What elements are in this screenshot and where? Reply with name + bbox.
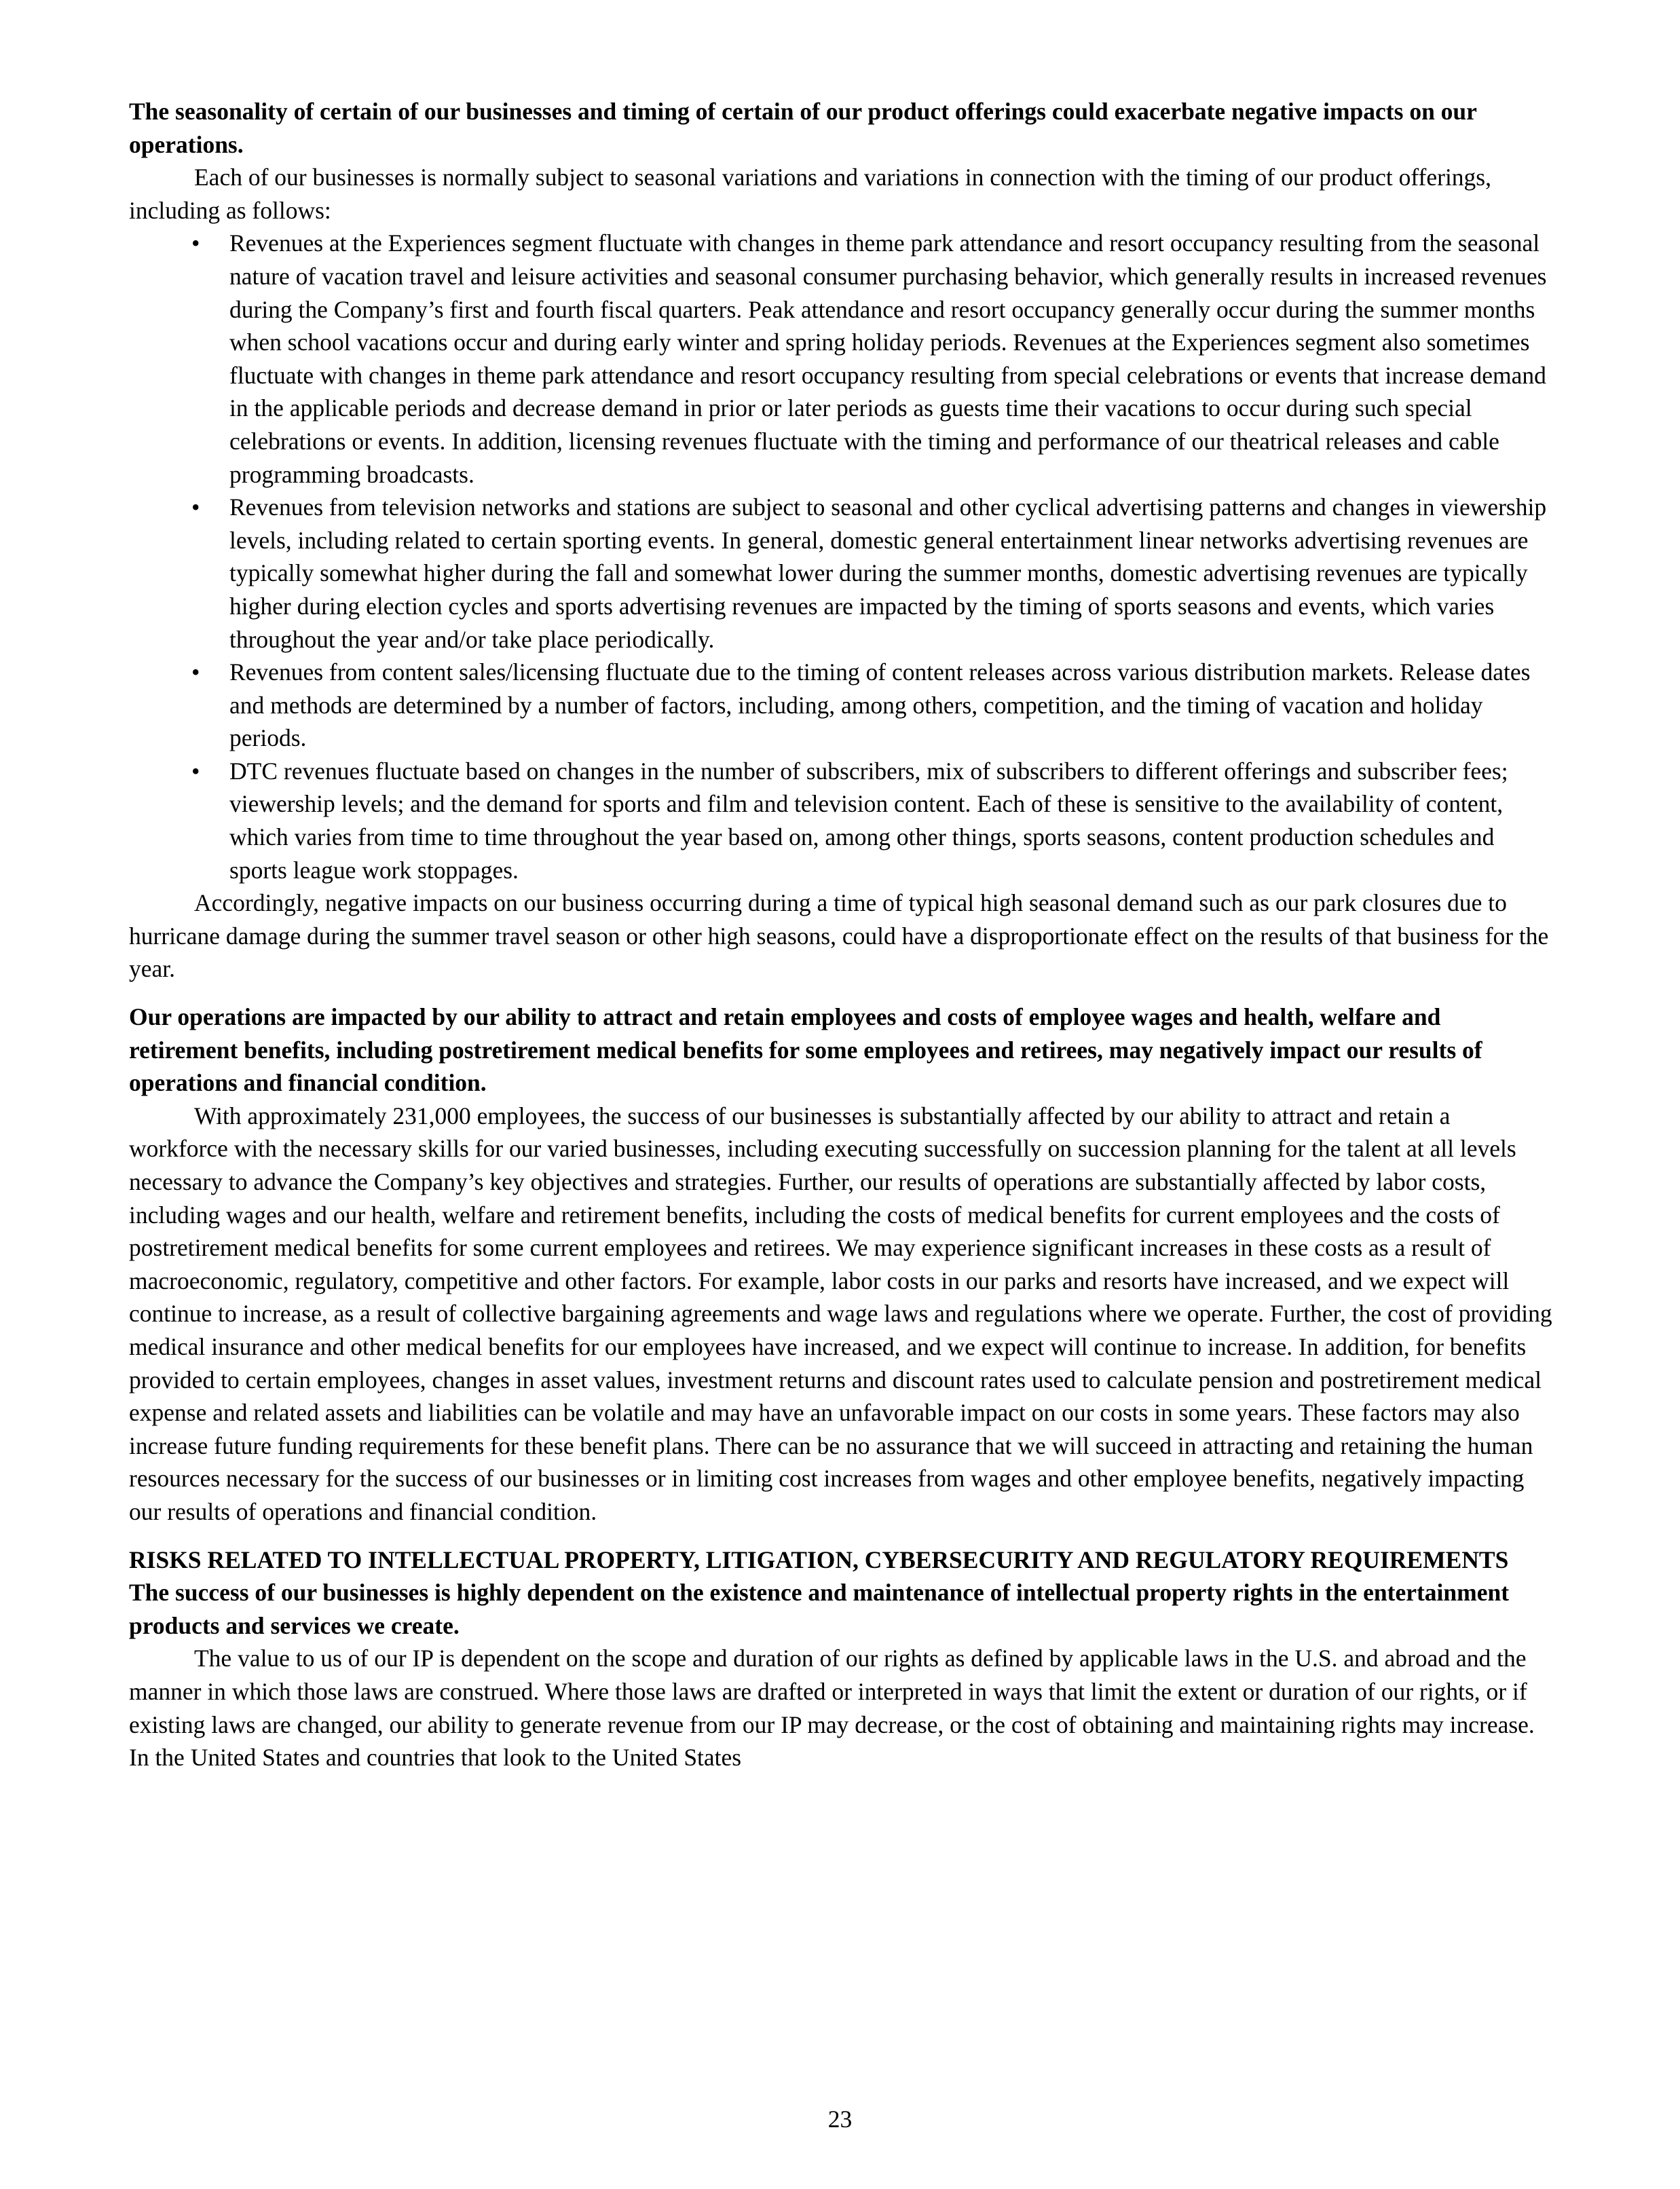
paragraph-seasonality-intro: Each of our businesses is normally subject to seasonal variations and variations in connection with the timing of our product offerings, including as follows: [129, 164, 1492, 224]
list-item-text: Revenues at the Experiences segment fluctuate with changes in theme park attendance and resort occupancy resulting from the seasonal nature of vacation travel and leisure activities and seasonal consumer purchasing behavior, which generally results in increased revenues during the Company’s first and fourth fiscal quarters. Peak attendance and resort occupancy generally occur during the summer months when school vacations occur and during early winter and spring holiday periods. Revenues at the Experiences segment also sometimes fluctuate with changes in theme park attendance and resort occupancy resulting from special celebrations or events that increase demand in the applicable periods and decrease demand in prior or later periods as guests time their vacations to occur during such special celebrations or events. In addition, licensing revenues fluctuate with the timing and performance of our theatrical releases and cable programming broadcasts. [229, 229, 1547, 488]
paragraph-intellectual-property-body: The value to us of our IP is dependent on the scope and duration of our rights as defined by applicable laws in the U.S. and abroad and the manner in which those laws are construed. Where those laws are drafted or interpreted in ways that limit the extent or duration of our rights, or if existing laws are changed, our ability to generate revenue from our IP may decrease, or the cost of obtaining and maintaining rights may increase. In the United States and countries that look to the United States [129, 1645, 1535, 1772]
list-item-text: Revenues from content sales/licensing fluctuate due to the timing of content releases across various distribution markets. Release dates and methods are determined by a number of factors, including, among others, competition, and the timing of vacation and holiday periods. [229, 658, 1531, 752]
page-number: 23 [827, 2106, 853, 2133]
bullet-icon: • [191, 493, 200, 521]
seasonality-bullet-list [129, 227, 1554, 886]
category-heading-ip-litigation: RISKS RELATED TO INTELLECTUAL PROPERTY, LITIGATION, CYBERSECURITY AND REGULATORY REQUIREMENTS [129, 1546, 1509, 1573]
list-item-text: Revenues from television networks and stations are subject to seasonal and other cyclical advertising patterns and changes in viewership levels, including related to certain sporting events. In general, domestic general entertainment linear networks advertising revenues are typically somewhat higher during the fall and somewhat lower during the summer months, domestic advertising revenues are typically higher during election cycles and sports advertising revenues are impacted by the timing of sports seasons and events, which varies throughout the year and/or take place periodically. [229, 493, 1547, 653]
section-heading-intellectual-property: The success of our businesses is highly dependent on the existence and maintenance of intellectual property rights in the entertainment products and services we create. [129, 1579, 1510, 1639]
list-item [129, 227, 1554, 491]
document-page [129, 95, 1554, 1774]
list-item-text: DTC revenues fluctuate based on changes in the number of subscribers, mix of subscribers to different offerings and subscriber fees; viewership levels; and the demand for sports and film and television content. Each of these is sensitive to the availability of content, which varies from time to time throughout the year based on, among other things, sports seasons, content production schedules and sports league work stoppages. [229, 757, 1508, 884]
list-item [129, 755, 1554, 886]
paragraph-employees-body: With approximately 231,000 employees, the success of our businesses is substantially affected by our ability to attract and retain a workforce with the necessary skills for our varied businesses, including executing successfully on succession planning for the talent at all levels necessary to advance the Company’s key objectives and strategies. Further, our results of operations are substantially affected by labor costs, including wages and our health, welfare and retirement benefits, including the costs of medical benefits for current employees and the costs of postretirement medical benefits for some current employees and retirees. We may experience significant increases in these costs as a result of macroeconomic, regulatory, competitive and other factors. For example, labor costs in our parks and resorts have increased, and we expect will continue to increase, as a result of collective bargaining agreements and wage laws and regulations where we operate. Further, the cost of providing medical insurance and other medical benefits for our employees have increased, and we expect will continue to increase. In addition, for benefits provided to certain employees, changes in asset values, investment returns and discount rates used to calculate pension and postretirement medical expense and related assets and liabilities can be volatile and may have an unfavorable impact on our costs in some years. These factors may also increase future funding requirements for these benefit plans. There can be no assurance that we will succeed in attracting and retaining the human resources necessary for the success of our businesses or in limiting cost increases from wages and other employee benefits, negatively impacting our results of operations and financial condition. [129, 1102, 1552, 1525]
paragraph-seasonality-closing: Accordingly, negative impacts on our business occurring during a time of typical high seasonal demand such as our park closures due to hurricane damage during the summer travel season or other high seasons, could have a disproportionate effect on the results of that business for the year. [129, 889, 1549, 983]
bullet-icon: • [191, 658, 200, 686]
list-item [129, 656, 1554, 755]
section-heading-employees: Our operations are impacted by our ability to attract and retain employees and costs of employee wages and health, welfare and retirement benefits, including postretirement medical benefits for some employees and retirees, may negatively impact our results of operations and financial condition. [129, 1003, 1482, 1097]
bullet-icon: • [191, 229, 200, 257]
bullet-icon: • [191, 757, 200, 785]
section-heading-seasonality: The seasonality of certain of our businesses and timing of certain of our product offerings could exacerbate negative impacts on our operations. [129, 98, 1477, 158]
list-item [129, 491, 1554, 656]
